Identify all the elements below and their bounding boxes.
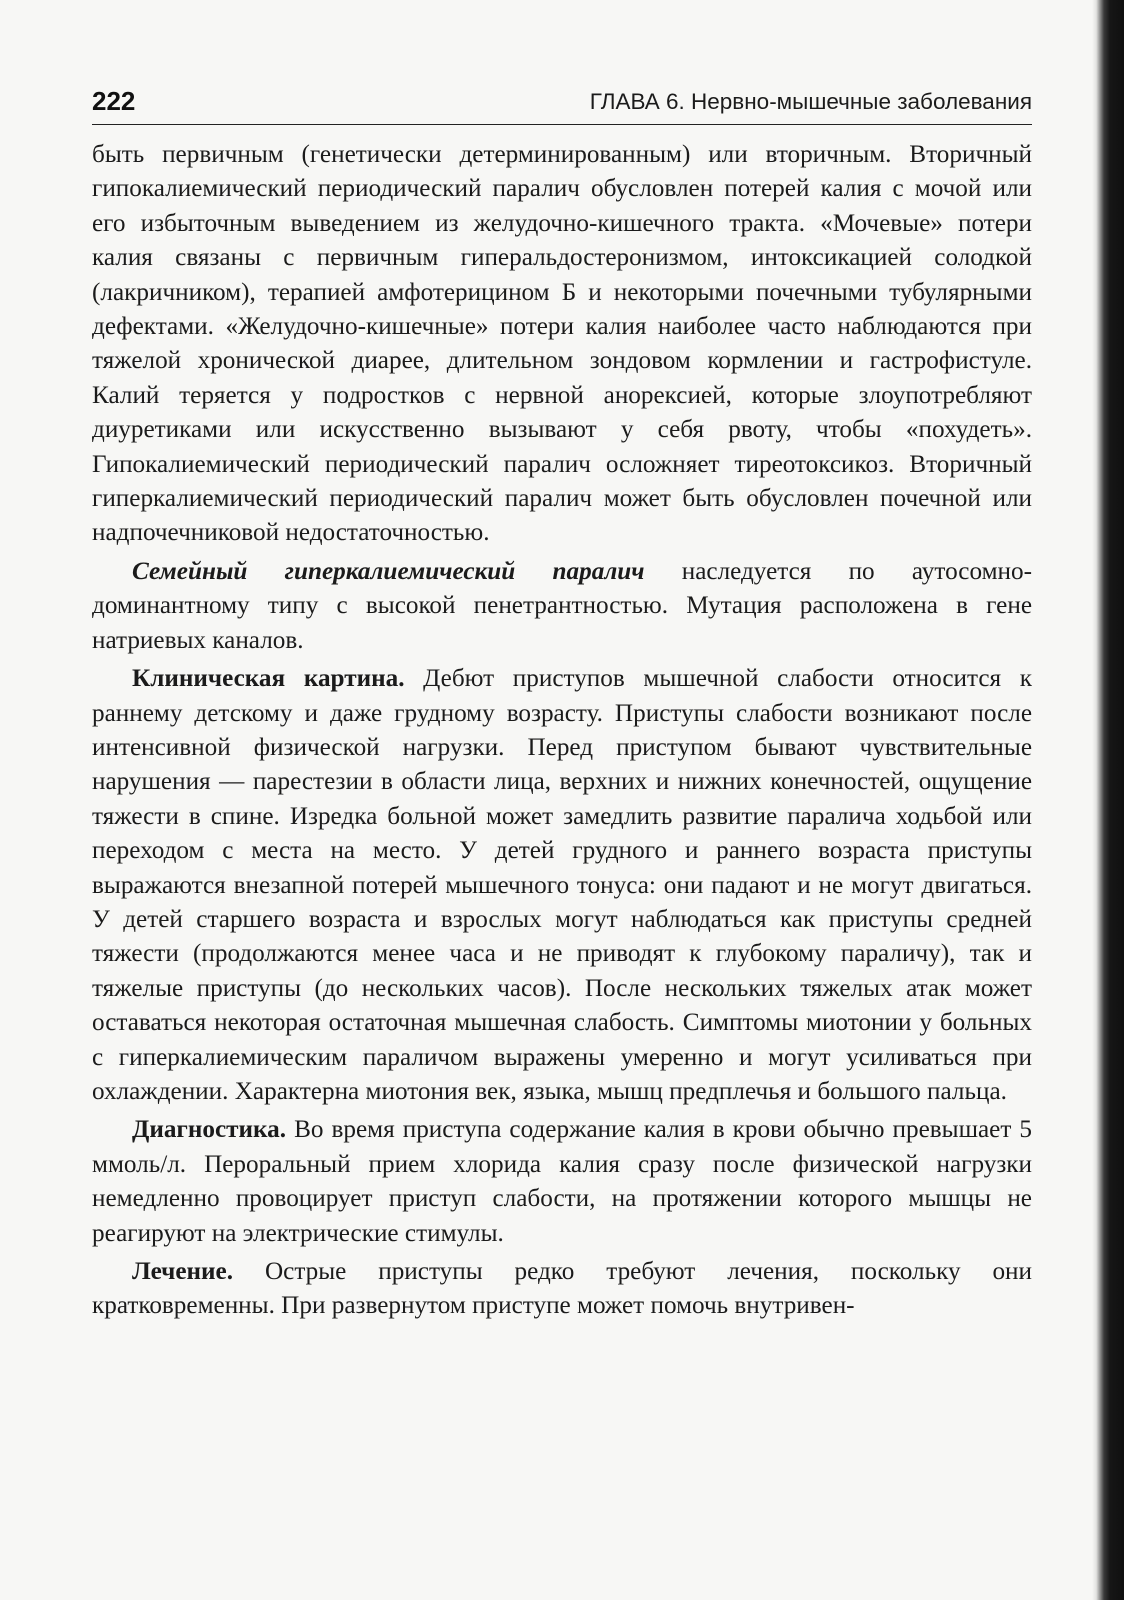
section-run-in-heading: Лечение. bbox=[132, 1258, 234, 1285]
paragraph-familial-paralysis bbox=[92, 555, 1032, 658]
paragraph-diagnostics bbox=[92, 1113, 1032, 1251]
paragraph-continuation bbox=[92, 138, 1032, 551]
paragraph-clinical-picture bbox=[92, 662, 1032, 1109]
paragraph-treatment bbox=[92, 1255, 1032, 1324]
paragraph-text: Дебют приступов мышечной слабости относится к раннему детскому и даже грудному возрасту. Приступы слабости возникают после интенсивной физической нагрузки. Перед приступом бывают чувствительные нарушения — парестезии в области лица, верхних и нижних конечностей, ощущение тяжести в спине. Изредка больной может замедлить развитие паралича ходьбой или переходом с места на место. У детей грудного и раннего возраста приступы выражаются внезапной потерей мышечного тонуса: они падают и не могут двигаться. У детей старшего возраста и взрослых могут наблюдаться как приступы средней тяжести (продолжаются менее часа и не приводят к глубокому параличу), так и тяжелые приступы (до нескольких часов). После нескольких тяжелых атак может оставаться некоторая остаточная мышечная слабость. Симптомы миотонии у больных с гиперкалиемическим параличом выражены умеренно и могут усиливаться при охлаждении. Характерна миотония век, языка, мышц предплечья и большого пальца. bbox=[92, 665, 1033, 1105]
chapter-running-head: ГЛАВА 6. Нервно-мышечные заболевания bbox=[589, 89, 1032, 114]
section-run-in-heading: Клиническая картина. bbox=[132, 665, 405, 693]
section-run-in-heading: Диагностика. bbox=[132, 1116, 287, 1144]
paragraph-text: наследуется по аутосомно-доминантному типу с высокой пенетрантностью. Мутация расположена в гене натриевых каналов. bbox=[92, 557, 1032, 654]
page-header bbox=[92, 82, 1032, 125]
paragraph-text: Во время приступа содержание калия в крови обычно превышает 5 ммоль/л. Пероральный прием хлорида калия сразу после физической нагрузки немедленно провоцирует приступ слабости, на протяжении которого мышцы не реагируют на электрические стимулы. bbox=[92, 1116, 1032, 1247]
paragraph-text: быть первичным (генетически детерминированным) или вторичным. Вторичный гипокалиемический периодический паралич обусловлен потерей калия с мочой или его избыточным выведением из желудочно-кишечного тракта. «Мочевые» потери калия связаны с первичным гиперальдостеронизмом, интоксикацией солодкой (лакричником), терапией амфотерицином Б и некоторыми почечными тубулярными дефектами. «Желудочно-кишечные» потери калия наиболее часто наблюдаются при тяжелой хронической диарее, длительном зондовом кормлении и гастрофистуле. Калий теряется у подростков с нервной анорексией, которые злоупотребляют диуретиками или искусственно вызывают у себя рвоту, чтобы «похудеть». Гипокалиемический периодический паралич осложняет тиреотоксикоз. Вторичный гиперкалиемический периодический паралич может быть обусловлен почечной или надпочечниковой недостаточностью. bbox=[92, 141, 1032, 547]
term-heading: Семейный гиперкалиемический паралич bbox=[132, 557, 645, 585]
body-text bbox=[92, 138, 1032, 1324]
paragraph-text: Острые приступы редко требуют лечения, поскольку они кратковременны. При развернутом приступе может помочь внутривен- bbox=[92, 1258, 1032, 1320]
page-number: 222 bbox=[92, 86, 136, 116]
page-binding-shadow bbox=[1096, 0, 1124, 1600]
